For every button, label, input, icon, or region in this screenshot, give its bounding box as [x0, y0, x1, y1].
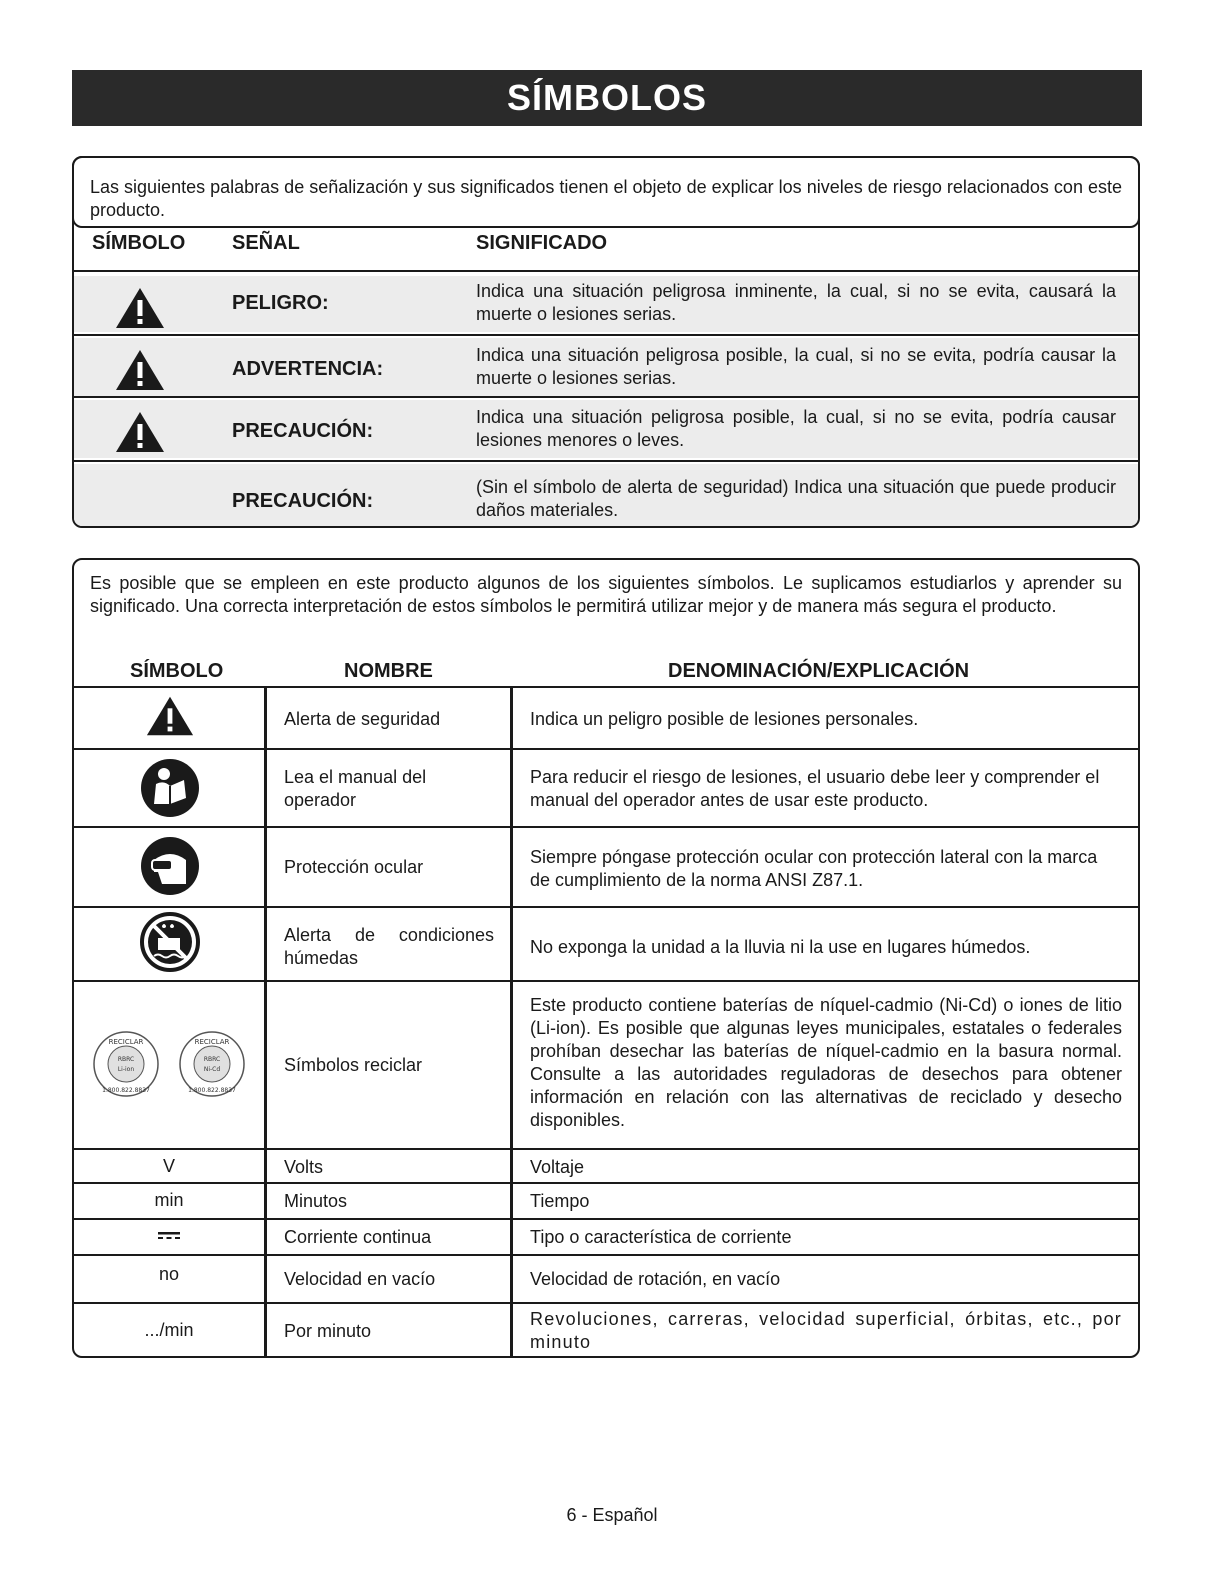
signal-label: PRECAUCIÓN: [232, 420, 374, 442]
direct-current-icon [158, 1230, 180, 1242]
symbol-explanation: Este producto contiene baterías de níquel-cadmio (Ni-Cd) o iones de litio (Li-ion). Es posible que algunas leyes municipales, estatales o federales prohíban desechar las baterías de níquel-cadmio en la basura normal. Consulte a las autoridades reguladoras de desechos para obtener información en relación con las alternativas de reciclado y desecho disponibles. [530, 995, 1122, 1130]
recycle-seal-top: RECICLAR [108, 1038, 144, 1046]
signal-words-table [72, 156, 1140, 528]
divider [74, 1218, 1138, 1220]
symbol-name: Corriente continua [284, 1227, 432, 1247]
symbol-name: Por minuto [284, 1321, 372, 1341]
symbol-name: Símbolos reciclar [284, 1055, 423, 1075]
page-title: SÍMBOLOS [72, 70, 1142, 126]
symbol-explanation: Para reducir el riesgo de lesiones, el usuario debe leer y comprender el manual del operador antes de usar este producto. [530, 767, 1100, 810]
header-name: NOMBRE [344, 660, 433, 682]
header-symbol: SÍMBOLO [92, 232, 186, 254]
divider [74, 748, 1138, 750]
symbol-explanation: Voltaje [530, 1157, 585, 1177]
signal-row [74, 338, 1138, 396]
warning-triangle-icon [114, 348, 166, 392]
divider [74, 334, 1138, 336]
divider [74, 1148, 1138, 1150]
symbols-intro: Es posible que se empleen en este producto algunos de los siguientes símbolos. Le suplicamos estudiarlos y aprender su significado. Una correcta interpretación de estos símbolos le permitirá utilizar mejor y de manera más segura el producto. [90, 573, 1122, 616]
symbol-explanation: No exponga la unidad a la lluvia ni la use en lugares húmedos. [530, 937, 1031, 957]
column-divider [510, 686, 513, 1358]
symbol-name: Velocidad en vacío [284, 1269, 436, 1289]
signal-meaning: Indica una situación peligrosa inminente, la cual, si no se evita, causará la muerte o lesiones serias. [476, 281, 1116, 324]
symbol-name: Lea el manual del operador [284, 767, 427, 810]
symbol-name: Alerta de condiciones húmedas [284, 925, 494, 968]
signal-row [74, 464, 1138, 528]
symbol-name: Alerta de seguridad [284, 709, 441, 729]
recycle-seal-icon [92, 1030, 160, 1098]
symbol-explanation: Tiempo [530, 1191, 590, 1211]
divider [74, 980, 1138, 982]
signal-label: PRECAUCIÓN: [232, 490, 374, 512]
warning-triangle-icon [114, 410, 166, 454]
symbol-text: min [154, 1190, 184, 1210]
signal-intro: Las siguientes palabras de señalización y sus significados tienen el objeto de explicar los niveles de riesgo relacionados con este producto. [90, 177, 1122, 220]
divider [74, 1182, 1138, 1184]
signal-meaning: Indica una situación peligrosa posible, la cual, si no se evita, podría causar la muerte o lesiones serias. [476, 345, 1116, 388]
safety-alert-icon [145, 694, 195, 738]
recycle-seal-battery: Ni-Cd [203, 1066, 221, 1073]
signal-meaning: Indica una situación peligrosa posible, la cual, si no se evita, podría causar lesiones menores o leves. [476, 407, 1116, 450]
symbol-name: Protección ocular [284, 857, 424, 877]
divider [74, 1302, 1138, 1304]
symbol-explanation: Velocidad de rotación, en vacío [530, 1269, 781, 1289]
symbol-explanation: Revoluciones, carreras, velocidad superficial, órbitas, etc., por minuto [530, 1309, 1122, 1352]
recycle-seal-middle: RBRC [117, 1056, 135, 1063]
symbol-explanation: Tipo o característica de corriente [530, 1227, 792, 1247]
signal-row [74, 400, 1138, 458]
recycle-seal-phone: 1.800.822.8837 [188, 1087, 236, 1094]
symbols-table [72, 558, 1140, 1358]
signal-meaning: (Sin el símbolo de alerta de seguridad) Indica una situación que puede producir daños materiales. [476, 477, 1116, 520]
recycle-seal-phone: 1.800.822.8837 [102, 1087, 150, 1094]
symbol-text: no [158, 1264, 180, 1284]
divider [74, 270, 1138, 272]
divider [74, 686, 1138, 688]
warning-triangle-icon [114, 286, 166, 330]
recycle-seal-top: RECICLAR [194, 1038, 230, 1046]
recycle-seal-battery: Li-ion [117, 1066, 135, 1073]
symbol-explanation: Indica un peligro posible de lesiones personales. [530, 709, 919, 729]
wet-conditions-icon [140, 912, 200, 972]
divider [74, 826, 1138, 828]
column-divider [264, 686, 267, 1358]
signal-label: PELIGRO: [232, 292, 329, 314]
symbol-text: .../min [144, 1320, 194, 1340]
eye-protection-icon [140, 836, 200, 896]
symbol-explanation: Siempre póngase protección ocular con protección lateral con la marca de cumplimiento de la norma ANSI Z87.1. [530, 847, 1098, 890]
header-symbol: SÍMBOLO [130, 660, 224, 682]
header-explanation: DENOMINACIÓN/EXPLICACIÓN [668, 660, 970, 682]
signal-label: ADVERTENCIA: [232, 358, 384, 380]
divider [74, 1254, 1138, 1256]
recycle-seal-middle: RBRC [203, 1056, 221, 1063]
page-footer: 6 - Español [566, 1505, 658, 1525]
symbol-name: Minutos [284, 1191, 348, 1211]
read-manual-icon [140, 758, 200, 818]
divider [74, 906, 1138, 908]
header-signal: SEÑAL [232, 232, 300, 254]
divider [74, 460, 1138, 462]
symbol-text: V [162, 1156, 175, 1176]
symbol-name: Volts [284, 1157, 324, 1177]
header-meaning: SIGNIFICADO [476, 232, 608, 254]
recycle-seal-icon [178, 1030, 246, 1098]
divider [74, 396, 1138, 398]
signal-row [74, 276, 1138, 332]
